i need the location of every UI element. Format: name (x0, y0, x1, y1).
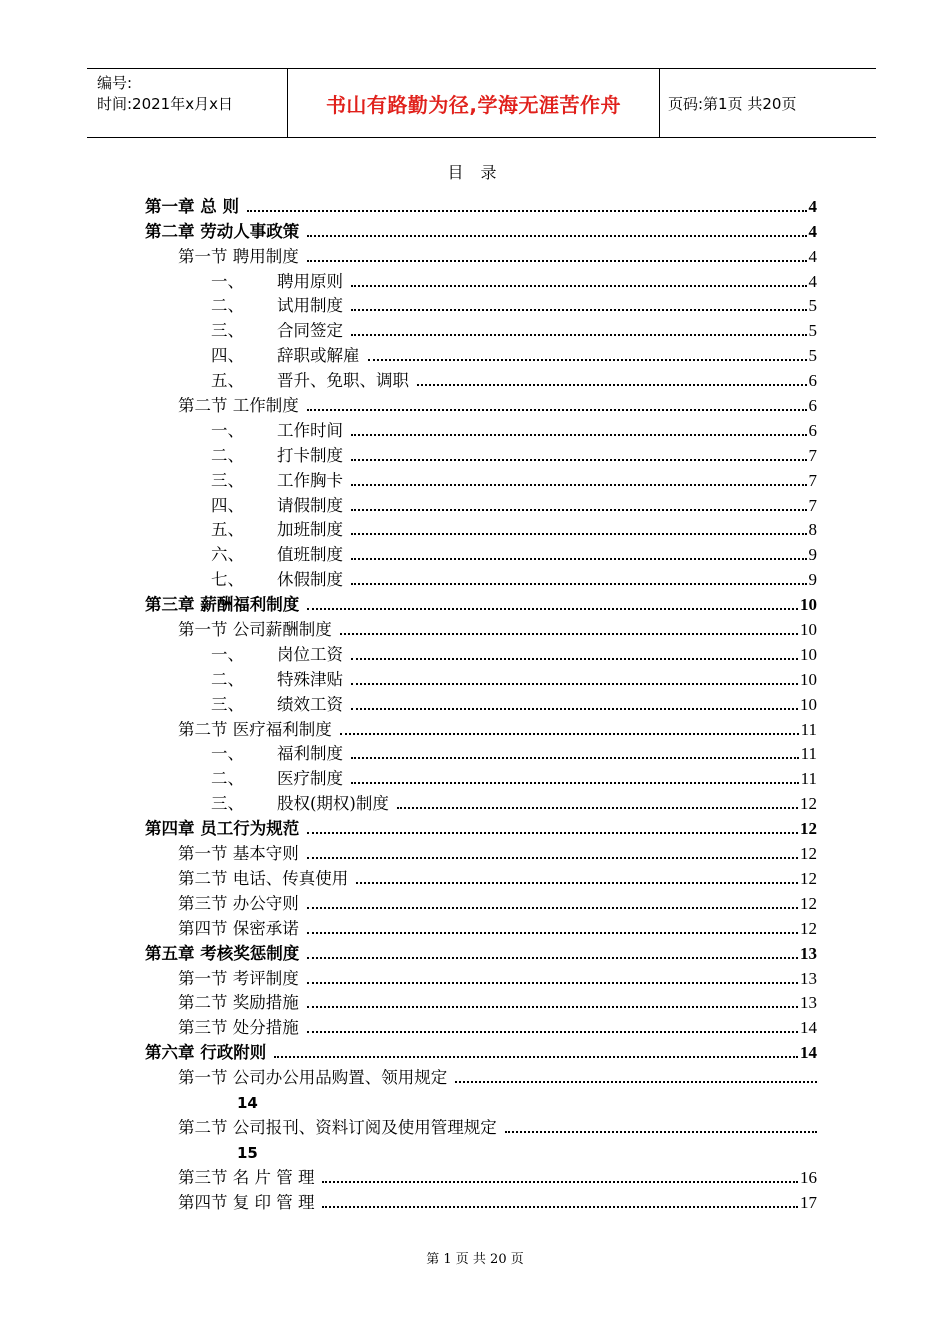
toc-item-title: 值班制度 (277, 545, 343, 565)
toc-section-title: 第一节 公司办公用品购置、领用规定 (178, 1068, 448, 1088)
toc-page-continuation (145, 1088, 817, 1113)
toc-item-row[interactable] (145, 565, 817, 590)
toc-section-row[interactable] (145, 864, 817, 889)
toc-chapter-title: 第六章 行政附则 (145, 1043, 267, 1063)
toc-section-title: 第四节 保密承诺 (178, 918, 299, 938)
toc-page-number: 10 (800, 669, 817, 689)
toc-page-number: 10 (800, 595, 817, 615)
toc-item-number: 一、 (211, 420, 244, 440)
toc-item-title: 特殊津贴 (277, 669, 343, 689)
dot-leader (351, 583, 807, 585)
dot-leader (351, 533, 807, 535)
dot-leader (307, 857, 798, 859)
dot-leader (307, 982, 798, 984)
toc-item-number: 二、 (211, 669, 244, 689)
toc-page-number: 13 (800, 993, 817, 1013)
header-page-cell (660, 69, 876, 137)
document-number-label: 编号: (97, 74, 133, 92)
toc-page-number: 12 (800, 819, 817, 839)
toc-section-title: 第一节 聘用制度 (178, 246, 299, 266)
toc-page-number: 5 (808, 346, 817, 366)
dot-leader (351, 285, 807, 287)
header-motto: 书山有路勤为径,学海无涯苦作舟 (325, 92, 622, 117)
dot-leader (368, 359, 807, 361)
dot-leader (351, 658, 798, 660)
toc-item-row[interactable] (145, 540, 817, 565)
toc-chapter-title: 第三章 薪酬福利制度 (145, 595, 300, 615)
dot-leader (397, 807, 798, 809)
toc-section-row[interactable] (145, 964, 817, 989)
toc-page-number: 7 (808, 495, 817, 515)
dot-leader (351, 757, 799, 759)
dot-leader (351, 334, 807, 336)
toc-item-row[interactable] (145, 366, 817, 391)
dot-leader (351, 683, 798, 685)
toc-section-title: 第二节 医疗福利制度 (178, 719, 332, 739)
toc-item-row[interactable] (145, 740, 817, 765)
toc-chapter-row[interactable] (145, 1038, 817, 1063)
toc-chapter-title: 第五章 考核奖惩制度 (145, 943, 300, 963)
dot-leader (351, 434, 807, 436)
toc-page-number: 10 (800, 620, 817, 640)
dot-leader (322, 1206, 798, 1208)
dot-leader (356, 882, 798, 884)
toc-page-continuation (145, 1138, 817, 1163)
toc-item-title: 工作胸卡 (277, 470, 343, 490)
toc-section-row[interactable] (145, 914, 817, 939)
toc-item-number: 一、 (211, 744, 244, 764)
toc-item-number: 三、 (211, 694, 244, 714)
toc-page-number: 6 (808, 371, 817, 391)
toc-page-number: 7 (808, 470, 817, 490)
dot-leader (351, 509, 807, 511)
toc-section-row[interactable] (145, 1163, 817, 1188)
toc-page-number: 13 (800, 968, 817, 988)
toc-section-title: 第三节 名 片 管 理 (178, 1167, 315, 1187)
toc-chapter-row[interactable] (145, 192, 817, 217)
toc-item-title: 请假制度 (277, 495, 343, 515)
toc-section-title: 第三节 办公守则 (178, 893, 299, 913)
toc-item-title: 合同签定 (277, 321, 343, 341)
dot-leader (307, 608, 798, 610)
toc-page-number: 14 (800, 1043, 817, 1063)
toc-chapter-title: 第一章 总 则 (145, 196, 239, 216)
toc-page-number: 4 (808, 221, 817, 241)
toc-page-number: 7 (808, 445, 817, 465)
toc-item-number: 一、 (211, 644, 244, 664)
toc-item-row[interactable] (145, 441, 817, 466)
toc-page-number: 11 (800, 719, 817, 739)
toc-item-number: 四、 (211, 346, 244, 366)
toc-page-number: 12 (800, 918, 817, 938)
toc-section-row[interactable] (145, 1013, 817, 1038)
dot-leader (307, 1031, 798, 1033)
toc-item-title: 绩效工资 (277, 694, 343, 714)
dot-leader (307, 907, 798, 909)
toc-item-row[interactable] (145, 292, 817, 317)
dot-leader (307, 260, 807, 262)
toc-item-number: 二、 (211, 769, 244, 789)
toc-item-row[interactable] (145, 764, 817, 789)
dot-leader (351, 782, 799, 784)
document-time-label: 时间:2021年x月x日 (97, 95, 233, 113)
toc-item-number: 二、 (211, 445, 244, 465)
toc-item-number: 五、 (211, 520, 244, 540)
page-header (87, 68, 876, 138)
toc-section-title: 第一节 考评制度 (178, 968, 299, 988)
toc-section-row[interactable] (145, 889, 817, 914)
toc-section-title: 第一节 公司薪酬制度 (178, 620, 332, 640)
toc-item-number: 一、 (211, 271, 244, 291)
toc-item-row[interactable] (145, 341, 817, 366)
toc-section-row[interactable] (145, 1113, 817, 1138)
dot-leader (307, 1006, 798, 1008)
toc-page-number: 12 (800, 794, 817, 814)
toc-page-number: 9 (808, 570, 817, 590)
toc-page-number: 14 (237, 1093, 258, 1112)
dot-leader (340, 633, 798, 635)
toc-item-title: 打卡制度 (277, 445, 343, 465)
toc-page-number: 12 (800, 893, 817, 913)
toc-section-row[interactable] (145, 242, 817, 267)
toc-section-row[interactable] (145, 615, 817, 640)
toc-item-title: 医疗制度 (277, 769, 343, 789)
toc-item-title: 加班制度 (277, 520, 343, 540)
toc-item-number: 三、 (211, 794, 244, 814)
toc-item-row[interactable] (145, 491, 817, 516)
toc-item-title: 工作时间 (277, 420, 343, 440)
toc-item-title: 岗位工资 (277, 644, 343, 664)
toc-section-row[interactable] (145, 1188, 817, 1213)
toc-item-row[interactable] (145, 316, 817, 341)
table-of-contents (145, 192, 817, 1213)
toc-item-number: 三、 (211, 470, 244, 490)
toc-page-number: 11 (800, 744, 817, 764)
toc-section-row[interactable] (145, 715, 817, 740)
toc-item-row[interactable] (145, 665, 817, 690)
toc-page-number: 15 (237, 1143, 258, 1162)
toc-section-title: 第二节 工作制度 (178, 396, 299, 416)
toc-section-title: 第二节 奖励措施 (178, 993, 299, 1013)
toc-page-number: 4 (808, 196, 817, 216)
dot-leader (307, 957, 798, 959)
toc-page-number: 8 (808, 520, 817, 540)
toc-page-number: 13 (800, 943, 817, 963)
dot-leader (307, 932, 798, 934)
toc-page-number: 16 (800, 1167, 817, 1187)
toc-chapter-row[interactable] (145, 939, 817, 964)
toc-page-number: 6 (808, 396, 817, 416)
dot-leader (340, 733, 799, 735)
dot-leader (351, 708, 798, 710)
dot-leader (307, 832, 798, 834)
toc-section-title: 第一节 基本守则 (178, 844, 299, 864)
toc-page-number: 12 (800, 868, 817, 888)
toc-chapter-title: 第四章 员工行为规范 (145, 819, 300, 839)
toc-item-title: 休假制度 (277, 570, 343, 590)
header-meta (87, 69, 287, 137)
dot-leader (417, 384, 807, 386)
dot-leader (351, 459, 807, 461)
toc-item-title: 股权(期权)制度 (277, 794, 389, 814)
toc-page-number: 11 (800, 769, 817, 789)
toc-page-number: 9 (808, 545, 817, 565)
toc-item-title: 试用制度 (277, 296, 343, 316)
toc-page-number: 10 (800, 694, 817, 714)
toc-page-number: 5 (808, 296, 817, 316)
toc-section-row[interactable] (145, 1063, 817, 1088)
dot-leader (247, 210, 807, 212)
toc-item-title: 聘用原则 (277, 271, 343, 291)
toc-item-number: 七、 (211, 570, 244, 590)
toc-item-title: 辞职或解雇 (277, 346, 360, 366)
toc-item-row[interactable] (145, 516, 817, 541)
toc-item-row[interactable] (145, 267, 817, 292)
toc-item-title: 福利制度 (277, 744, 343, 764)
toc-page-number: 4 (808, 246, 817, 266)
toc-item-number: 六、 (211, 545, 244, 565)
toc-chapter-row[interactable] (145, 217, 817, 242)
dot-leader (307, 409, 807, 411)
toc-item-title: 晋升、免职、调职 (277, 371, 409, 391)
toc-section-title: 第二节 公司报刊、资料订阅及使用管理规定 (178, 1117, 497, 1137)
toc-title: 目 录 (447, 163, 503, 182)
toc-item-row[interactable] (145, 466, 817, 491)
toc-section-row[interactable] (145, 989, 817, 1014)
dot-leader (322, 1181, 798, 1183)
toc-item-row[interactable] (145, 640, 817, 665)
toc-item-number: 五、 (211, 371, 244, 391)
dot-leader (351, 484, 807, 486)
toc-item-row[interactable] (145, 690, 817, 715)
header-motto-cell (287, 69, 660, 137)
toc-item-row[interactable] (145, 416, 817, 441)
toc-section-title: 第二节 电话、传真使用 (178, 868, 349, 888)
dot-leader (505, 1131, 817, 1133)
dot-leader (455, 1081, 817, 1083)
toc-chapter-title: 第二章 劳动人事政策 (145, 221, 300, 241)
toc-page-number: 10 (800, 644, 817, 664)
toc-section-title: 第三节 处分措施 (178, 1018, 299, 1038)
header-page-label: 页码:第1页 共20页 (668, 94, 797, 113)
toc-chapter-row[interactable] (145, 590, 817, 615)
dot-leader (274, 1056, 798, 1058)
toc-item-number: 三、 (211, 321, 244, 341)
dot-leader (351, 558, 807, 560)
toc-item-number: 二、 (211, 296, 244, 316)
toc-page-number: 6 (808, 420, 817, 440)
toc-item-row[interactable] (145, 789, 817, 814)
dot-leader (351, 309, 807, 311)
toc-section-row[interactable] (145, 391, 817, 416)
dot-leader (307, 235, 806, 237)
toc-page-number: 14 (800, 1018, 817, 1038)
toc-page-number: 4 (808, 271, 817, 291)
toc-item-number: 四、 (211, 495, 244, 515)
toc-page-number: 5 (808, 321, 817, 341)
toc-page-number: 12 (800, 844, 817, 864)
toc-page-number: 17 (800, 1192, 817, 1212)
toc-section-row[interactable] (145, 839, 817, 864)
page-footer: 第 1 页 共 20 页 (426, 1252, 524, 1267)
toc-chapter-row[interactable] (145, 814, 817, 839)
toc-section-title: 第四节 复 印 管 理 (178, 1192, 315, 1212)
